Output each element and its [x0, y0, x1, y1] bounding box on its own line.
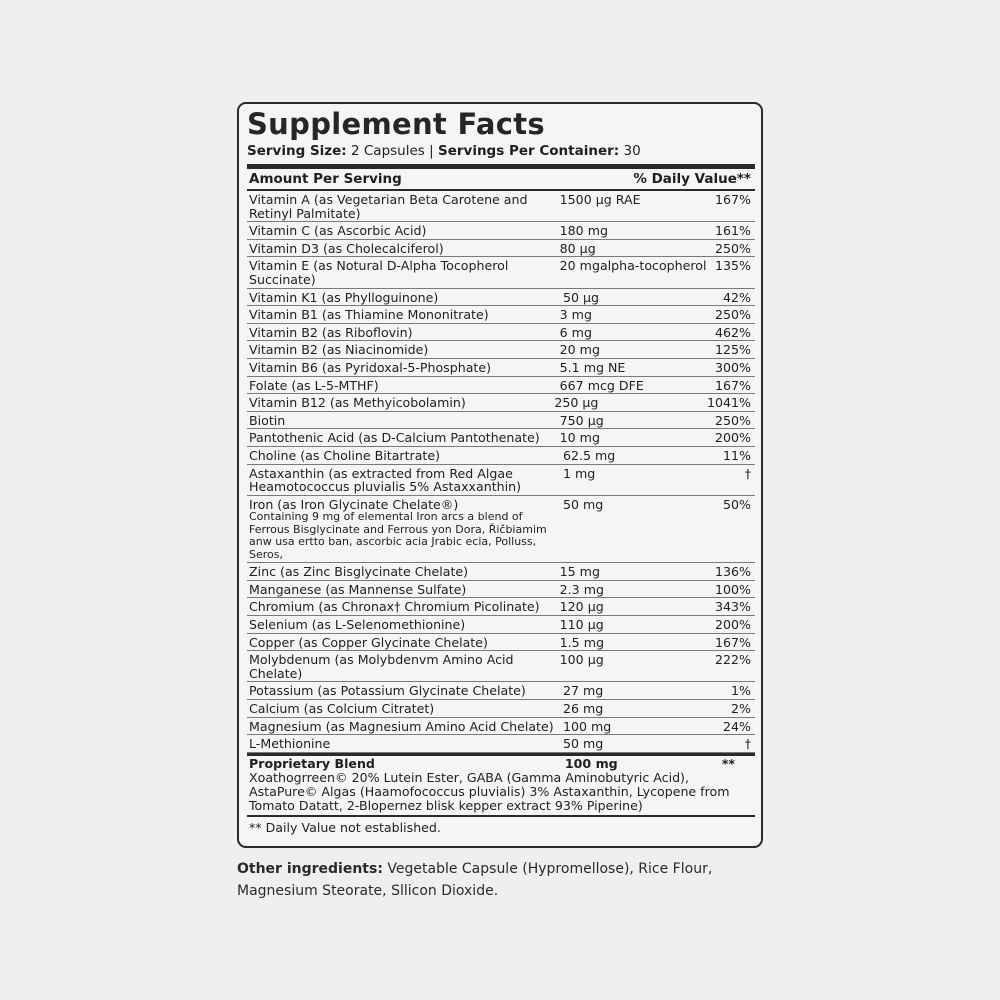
nutrient-row: [247, 429, 755, 447]
nutrient-row: [247, 359, 755, 377]
serving-separator: |: [429, 143, 434, 159]
nutrient-row: [247, 222, 755, 240]
nutrient-name-cell: [247, 361, 560, 375]
nutrient-daily-value: 11%: [723, 447, 751, 463]
nutrient-name-cell: [247, 291, 563, 305]
nutrient-row: [247, 496, 755, 564]
blend-amount: 100 mg: [564, 755, 618, 771]
nutrient-row: [247, 634, 755, 652]
nutrient-daily-value: 135%: [714, 258, 751, 274]
other-ingredients-text: Vegetable Capsule (Hypromellose), Rice Flour, Magnesium Steorate, Sllicon Dioxide.: [237, 861, 713, 899]
nutrient-daily-value: 343%: [714, 599, 751, 615]
nutrient-amount: 1.5 mg: [559, 634, 604, 650]
nutrient-row: [247, 735, 755, 753]
nutrient-name: Vitamin B6 (as Pyridoxal-5-Phosphate): [249, 359, 492, 375]
nutrient-amount: 110 µg: [559, 617, 604, 633]
nutrient-amount: 250 µg: [554, 395, 599, 411]
nutrient-daily-value: 2%: [731, 701, 751, 717]
nutrient-row: [247, 289, 755, 307]
servings-per-container-value: 30: [623, 143, 641, 159]
nutrient-name: Copper (as Copper Glycinate Chelate): [249, 634, 488, 650]
nutrient-rows: [247, 191, 755, 753]
nutrient-name: Biotin: [249, 412, 286, 428]
nutrient-amount: 26 mg: [563, 701, 604, 717]
nutrient-amount: 5.1 mg NE: [559, 359, 626, 375]
other-ingredients: [237, 858, 777, 902]
nutrient-daily-value: †: [744, 736, 751, 752]
nutrient-name-cell: [247, 449, 563, 463]
nutrient-amount: 100 mg: [563, 718, 612, 734]
nutrient-name-cell: [247, 636, 560, 650]
other-ingredients-label: Other ingredients:: [237, 861, 383, 877]
serving-info: [247, 142, 755, 160]
nutrient-name-cell: [247, 193, 560, 220]
nutrient-name-cell: [247, 379, 560, 393]
nutrient-row: [247, 718, 755, 736]
nutrient-row: [247, 651, 755, 682]
nutrient-row: [247, 341, 755, 359]
nutrient-name: Manganese (as Mannense Sulfate): [249, 581, 467, 597]
nutrient-amount: 10 mg: [559, 430, 600, 446]
nutrient-daily-value: 42%: [723, 289, 751, 305]
nutrient-name-cell: [247, 326, 560, 340]
nutrient-name: Vitamin C (as Ascorbic Acid): [249, 223, 427, 239]
nutrient-row: [247, 616, 755, 634]
nutrient-amount: 20 mg: [559, 342, 600, 358]
nutrient-daily-value: 1%: [731, 683, 751, 699]
blend-header: [249, 757, 755, 771]
blend-description: Xoathogrreen© 20% Lutein Ester, GABA (Gamma Aminobutyric Acid), AstaPure© Algas (Haamofococcus pluvialis) 3% Astaxanthin, Lycopene from Tomato Datatt, 2-Blopernez blisk kepper extract 93% Piperine): [249, 769, 730, 813]
nutrient-name: Chromium (as Chronax† Chromium Picolinate): [249, 599, 540, 615]
nutrient-name-cell: [247, 498, 563, 562]
nutrient-amount: 667 mcg DFE: [559, 377, 644, 393]
nutrient-daily-value: 462%: [714, 324, 751, 340]
nutrient-daily-value: 167%: [714, 634, 751, 650]
blend-name: Proprietary Blend: [249, 755, 375, 771]
nutrient-daily-value: 167%: [714, 192, 751, 207]
nutrient-name: Vitamin B12 (as Methyicobolamin): [249, 395, 466, 411]
nutrient-daily-value: 300%: [714, 359, 751, 375]
nutrient-name: Vitamin B2 (as Riboflovin): [249, 324, 413, 340]
nutrient-daily-value: 24%: [723, 718, 751, 734]
nutrient-daily-value: 200%: [714, 430, 751, 446]
nutrient-row: [247, 447, 755, 465]
nutrient-amount: 62.5 mg: [563, 447, 616, 463]
table-header: [247, 169, 755, 189]
nutrient-daily-value: 136%: [714, 564, 751, 580]
nutrient-name-cell: [247, 308, 560, 322]
nutrient-name-cell: [247, 396, 554, 410]
nutrient-daily-value: 125%: [714, 342, 751, 358]
nutrient-daily-value: 250%: [714, 307, 751, 323]
nutrient-name: Vitamin A (as Vegetarian Beta Carotene and Retinyl Palmitate): [249, 192, 528, 221]
nutrient-name-cell: [247, 343, 560, 357]
nutrient-name-cell: [247, 737, 563, 751]
nutrient-name: Vitamin D3 (as Cholecalciferol): [249, 240, 444, 256]
supplement-facts-panel: [237, 102, 763, 848]
proprietary-blend: [247, 753, 755, 815]
nutrient-name: Vitamin K1 (as Phylloguinone): [249, 289, 439, 305]
nutrient-amount: 3 mg: [559, 307, 592, 323]
nutrient-name: Vitamin B1 (as Thiamine Mononitrate): [249, 307, 489, 323]
nutrient-row: [247, 240, 755, 258]
serving-size-value: 2 Capsules: [351, 143, 425, 159]
nutrient-name-cell: [247, 600, 560, 614]
nutrient-row: [247, 324, 755, 342]
nutrient-amount: 2.3 mg: [559, 581, 604, 597]
nutrient-name-cell: [247, 583, 560, 597]
nutrient-name: Pantothenic Acid (as D-Calcium Pantothenate): [249, 430, 540, 446]
nutrient-amount: 180 mg: [559, 223, 608, 239]
nutrient-amount: 50 mg: [563, 736, 604, 752]
nutrient-amount: 1500 µg RAE: [559, 192, 641, 207]
amount-per-serving-header: Amount Per Serving: [249, 171, 402, 187]
nutrient-name-cell: [247, 684, 563, 698]
nutrient-amount: 20 mgalpha-tocopherol: [559, 258, 707, 274]
nutrient-amount: 50 µg: [563, 289, 600, 305]
nutrient-name-cell: [247, 565, 560, 579]
nutrient-name-cell: [247, 467, 563, 494]
nutrient-daily-value: 100%: [714, 581, 751, 597]
nutrient-daily-value: 250%: [714, 240, 751, 256]
nutrient-amount: 27 mg: [563, 683, 604, 699]
nutrient-daily-value: 161%: [714, 223, 751, 239]
nutrient-row: [247, 700, 755, 718]
nutrient-name: Folate (as L-5-MTHF): [249, 377, 379, 393]
nutrient-amount: 80 µg: [559, 240, 596, 256]
nutrient-amount: 100 µg: [559, 652, 604, 668]
nutrient-name: Potassium (as Potassium Glycinate Chelate): [249, 683, 526, 699]
nutrient-row: [247, 306, 755, 324]
nutrient-name-cell: [247, 242, 560, 256]
nutrient-row: [247, 581, 755, 599]
nutrient-amount: 50 mg: [563, 496, 604, 512]
nutrient-name-cell: [247, 259, 560, 286]
nutrient-daily-value: †: [744, 465, 751, 481]
nutrient-name-cell: [247, 702, 563, 716]
nutrient-note: Containing 9 mg of elemental Iron arcs a blend of Ferrous Bisglycinate and Ferrous yon Dora, Řičbiamim anw usa ertto ban, ascorbic acia Jrabic ecia, Polluss, Seros,: [249, 510, 547, 561]
servings-per-container-label: Servings Per Container:: [437, 143, 620, 159]
nutrient-row: [247, 191, 755, 222]
nutrient-daily-value: 200%: [714, 617, 751, 633]
nutrient-row: [247, 598, 755, 616]
serving-size-label: Serving Size:: [247, 143, 347, 159]
nutrient-row: [247, 563, 755, 581]
nutrient-name-cell: [247, 720, 563, 734]
nutrient-daily-value: 1041%: [706, 395, 751, 411]
nutrient-row: [247, 377, 755, 395]
nutrient-daily-value: 167%: [714, 377, 751, 393]
nutrient-name-cell: [247, 224, 560, 238]
nutrient-row: [247, 394, 755, 412]
nutrient-name: Vitamin B2 (as Niacinomide): [249, 342, 429, 358]
nutrient-name: Iron (as Iron Glycinate Chelate®): [249, 496, 459, 512]
nutrient-amount: 750 µg: [559, 412, 604, 428]
blend-daily-value: **: [721, 755, 735, 771]
nutrient-name: Calcium (as Colcium Citratet): [249, 701, 435, 717]
nutrient-row: [247, 682, 755, 700]
nutrient-name-cell: [247, 653, 560, 680]
nutrient-name: L-Methionine: [249, 736, 331, 752]
nutrient-name: Choline (as Choline Bitartrate): [249, 447, 441, 463]
nutrient-name-cell: [247, 414, 560, 428]
nutrient-amount: 1 mg: [563, 465, 596, 481]
daily-value-header: % Daily Value**: [633, 171, 751, 187]
nutrient-name: Molybdenum (as Molybdenvm Amino Acid Chelate): [249, 652, 514, 681]
nutrient-daily-value: 50%: [723, 496, 751, 512]
nutrient-amount: 15 mg: [559, 564, 600, 580]
nutrient-name: Magnesium (as Magnesium Amino Acid Chelate): [249, 718, 554, 734]
nutrient-name: Vitamin E (as Notural D-Alpha Tocopherol Succinate): [249, 258, 509, 287]
nutrient-name: Selenium (as L-Selenomethionine): [249, 617, 466, 633]
nutrient-amount: 6 mg: [559, 324, 592, 340]
nutrient-daily-value: 250%: [714, 412, 751, 428]
nutrient-row: [247, 412, 755, 430]
daily-value-footnote: ** Daily Value not established.: [247, 815, 755, 837]
nutrient-row: [247, 257, 755, 288]
nutrient-row: [247, 465, 755, 496]
nutrient-daily-value: 222%: [714, 652, 751, 668]
nutrient-amount: 120 µg: [559, 599, 604, 615]
panel-title: Supplement Facts: [247, 107, 545, 141]
nutrient-name: Astaxanthin (as extracted from Red Algae Heamotococcus pluvialis 5% Astaxxanthin): [249, 465, 522, 495]
nutrient-name-cell: [247, 431, 560, 445]
nutrient-name-cell: [247, 618, 560, 632]
nutrient-name: Zinc (as Zinc Bisglycinate Chelate): [249, 564, 469, 580]
